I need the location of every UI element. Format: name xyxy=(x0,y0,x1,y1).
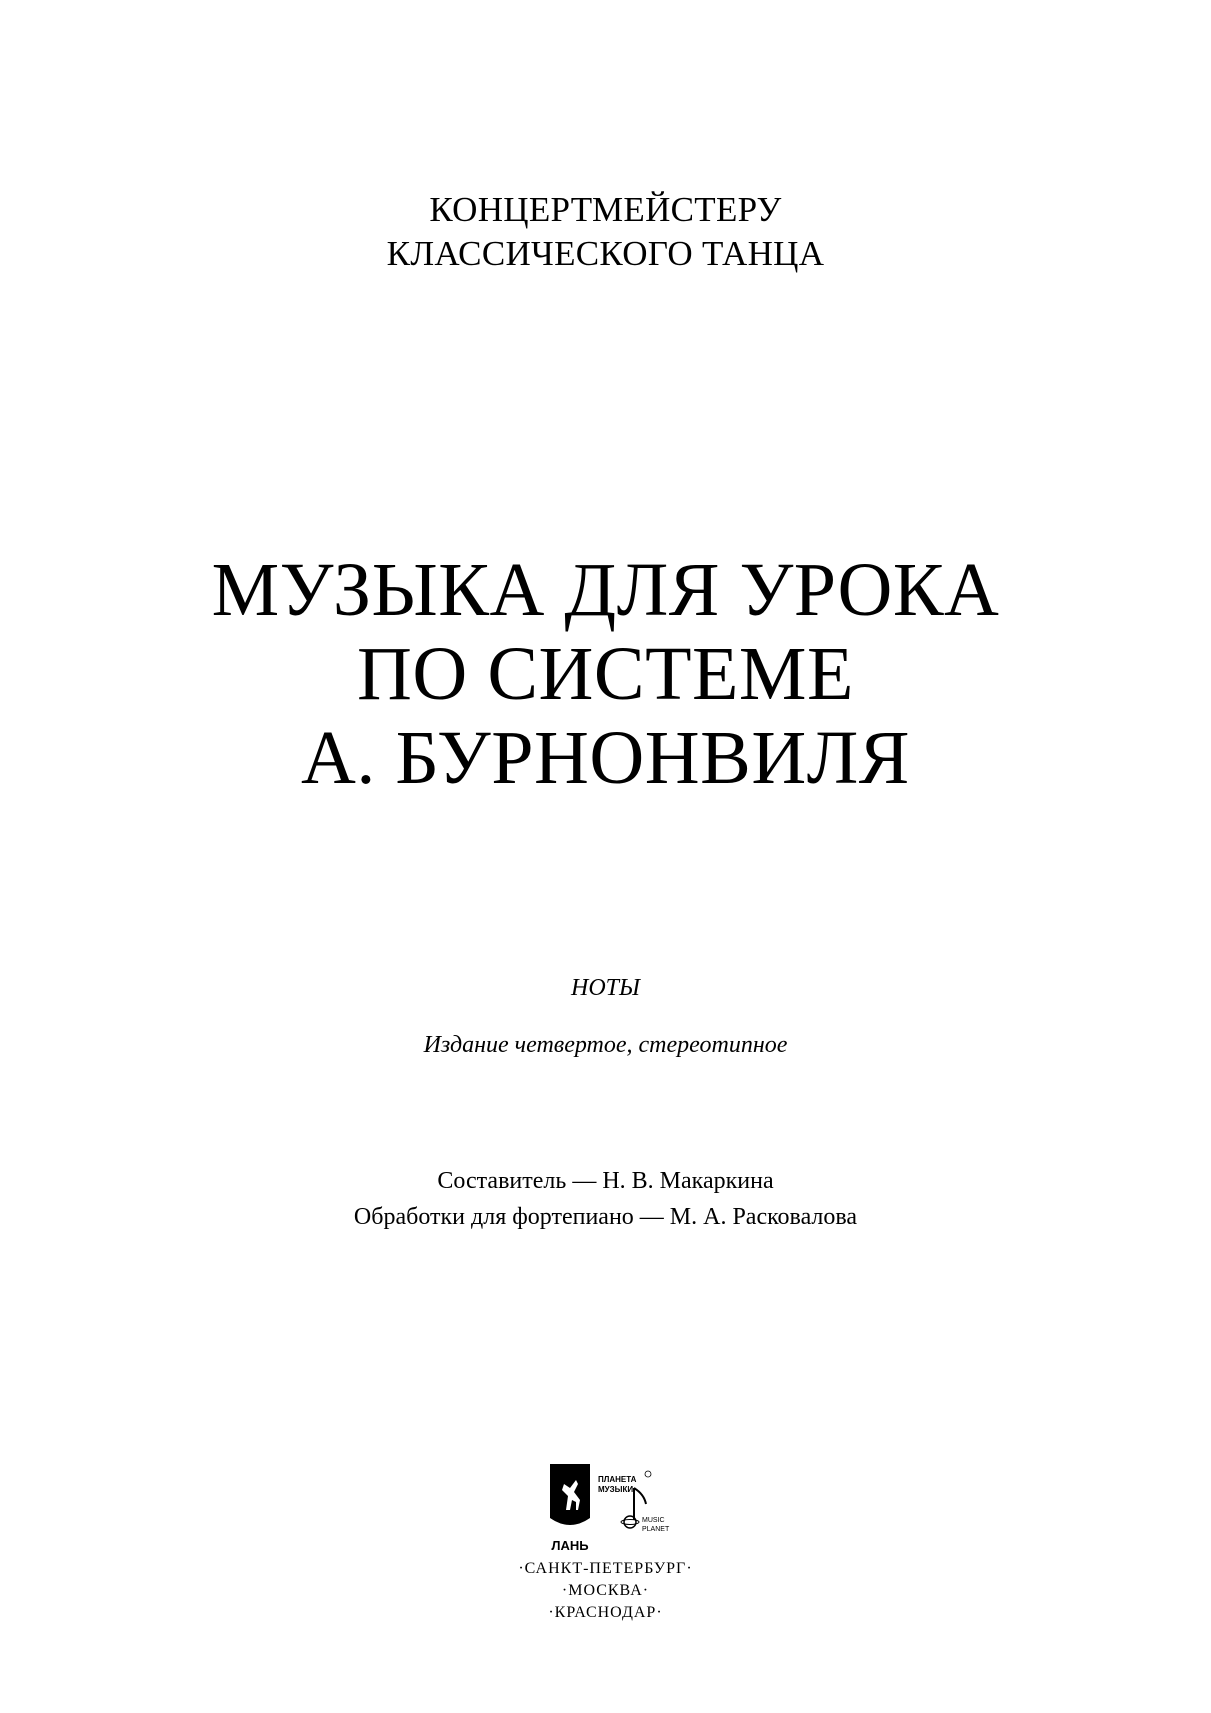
publisher-cities xyxy=(0,1558,1211,1624)
title-line-3: А. БУРНОНВИЛЯ xyxy=(301,716,910,800)
city-line-3: ·КРАСНОДАР· xyxy=(548,1604,663,1621)
arranger-credit: Обработки для фортепиано — М. А. Расковалова xyxy=(353,1204,858,1230)
city-line-2: ·МОСКВА· xyxy=(561,1582,650,1599)
title-line-2: ПО СИСТЕМЕ xyxy=(357,632,854,716)
publisher-logo-icon xyxy=(546,1460,670,1560)
credits xyxy=(0,1163,1211,1235)
city-2: МОСКВА xyxy=(568,1582,643,1599)
city-3: КРАСНОДАР xyxy=(554,1604,657,1621)
svg-text:MUSIC: MUSIC xyxy=(642,1517,665,1524)
title-line-1: МУЗЫКА ДЛЯ УРОКА xyxy=(211,548,1000,632)
publisher-logos xyxy=(546,1460,670,1560)
compiler-credit: Составитель — Н. В. Макаркина xyxy=(437,1168,774,1194)
city-1: САНКТ-ПЕТЕРБУРГ xyxy=(524,1560,687,1577)
book-title xyxy=(0,548,1211,800)
svg-text:МУЗЫКИ: МУЗЫКИ xyxy=(598,1485,634,1494)
series-title xyxy=(0,188,1211,276)
series-line-1: КОНЦЕРТМЕЙСТЕРУ xyxy=(429,190,782,229)
city-line-1: ·САНКТ-ПЕТЕРБУРГ· xyxy=(518,1560,693,1577)
svg-text:PLANET: PLANET xyxy=(642,1526,670,1533)
genre-label: НОТЫ xyxy=(571,975,640,1001)
edition-label: Издание четвертое, стереотипное xyxy=(423,1032,788,1058)
svg-text:ЛАНЬ: ЛАНЬ xyxy=(551,1538,589,1553)
series-line-2: КЛАССИЧЕСКОГО ТАНЦА xyxy=(386,234,825,273)
svg-text:ПЛАНЕТА: ПЛАНЕТА xyxy=(598,1475,637,1484)
